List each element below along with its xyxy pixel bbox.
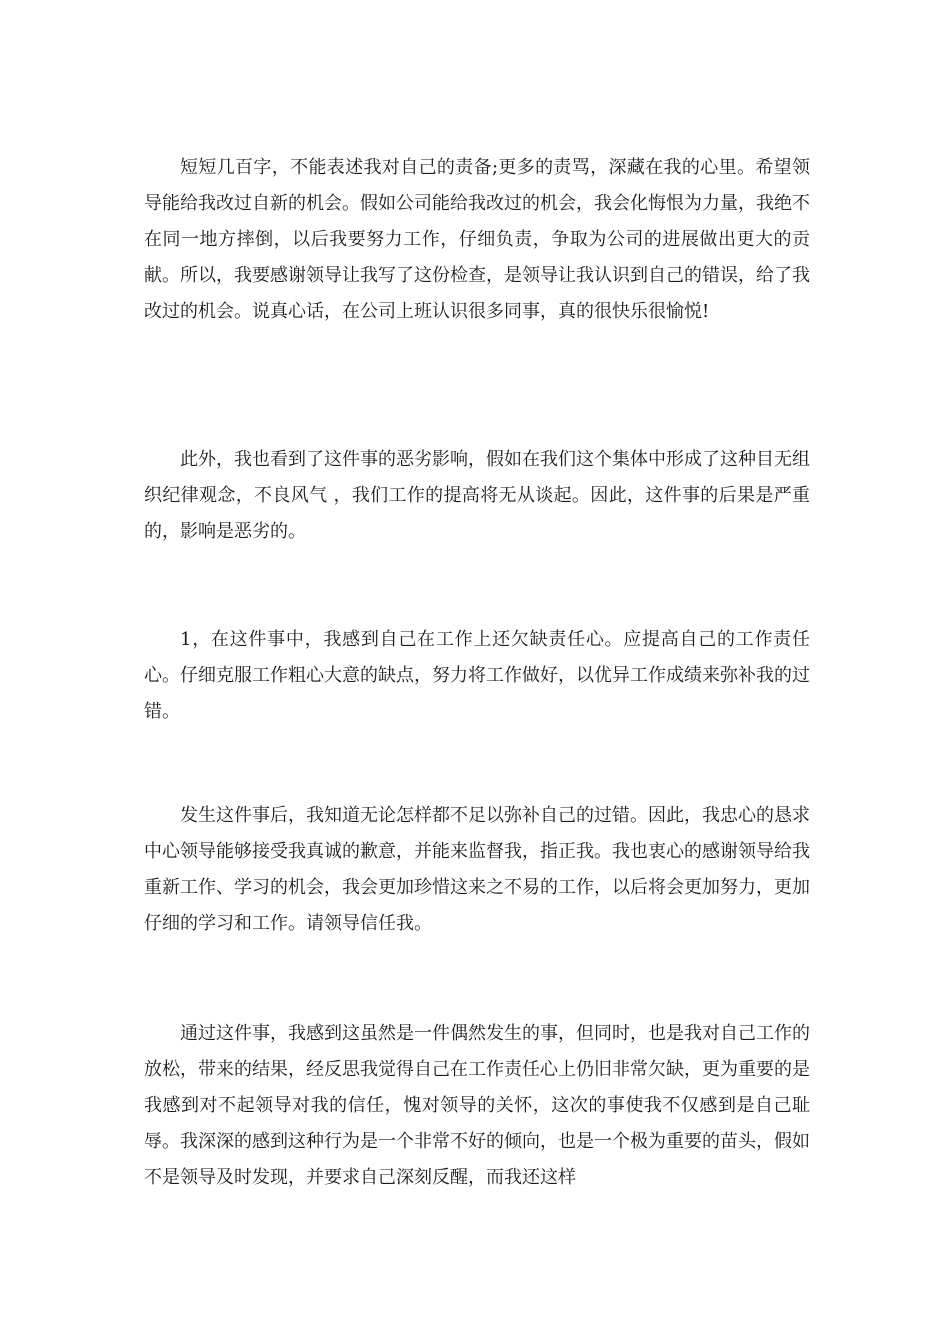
- paragraph-3: 1，在这件事中，我感到自己在工作上还欠缺责任心。应提高自己的工作责任心。仔细克服工作粗心大意的缺点，努力将工作做好，以优异工作成绩来弥补我的过错。: [144, 629, 810, 722]
- paragraph-4: 发生这件事后，我知道无论怎样都不足以弥补自己的过错。因此，我忠心的恳求中心领导能够接受我真诚的歉意，并能来监督我，指正我。我也衷心的感谢领导给我重新工作、学习的机会，我会更加珍惜这来之不易的工作，以后将会更加努力，更加仔细的学习和工作。请领导信任我。: [144, 805, 810, 934]
- paragraph-5: 通过这件事，我感到这虽然是一件偶然发生的事，但同时，也是我对自己工作的放松，带来的结果，经反思我觉得自己在工作责任心上仍旧非常欠缺，更为重要的是我感到对不起领导对我的信任，愧对领导的关怀，这次的事使我不仅感到是自己耻辱。我深深的感到这种行为是一个非常不好的倾向，也是一个极为重要的苗头，假如不是领导及时发现，并要求自己深刻反醒，而我还这样: [144, 1023, 810, 1188]
- paragraph-1: 短短几百字，不能表述我对自己的责备;更多的责骂，深藏在我的心里。希望领导能给我改过自新的机会。假如公司能给我改过的机会，我会化悔恨为力量，我绝不在同一地方摔倒，以后我要努力工作，仔细负责，争取为公司的进展做出更大的贡献。所以，我要感谢领导让我写了这份检查，是领导让我认识到自己的错误，给了我改过的机会。说真心话，在公司上班认识很多同事，真的很快乐很愉悦!: [144, 157, 810, 322]
- paragraph-2: 此外，我也看到了这件事的恶劣影响，假如在我们这个集体中形成了这种目无组织纪律观念，不良风气 ，我们工作的提高将无从谈起。因此，这件事的后果是严重的，影响是恶劣的。: [144, 449, 810, 542]
